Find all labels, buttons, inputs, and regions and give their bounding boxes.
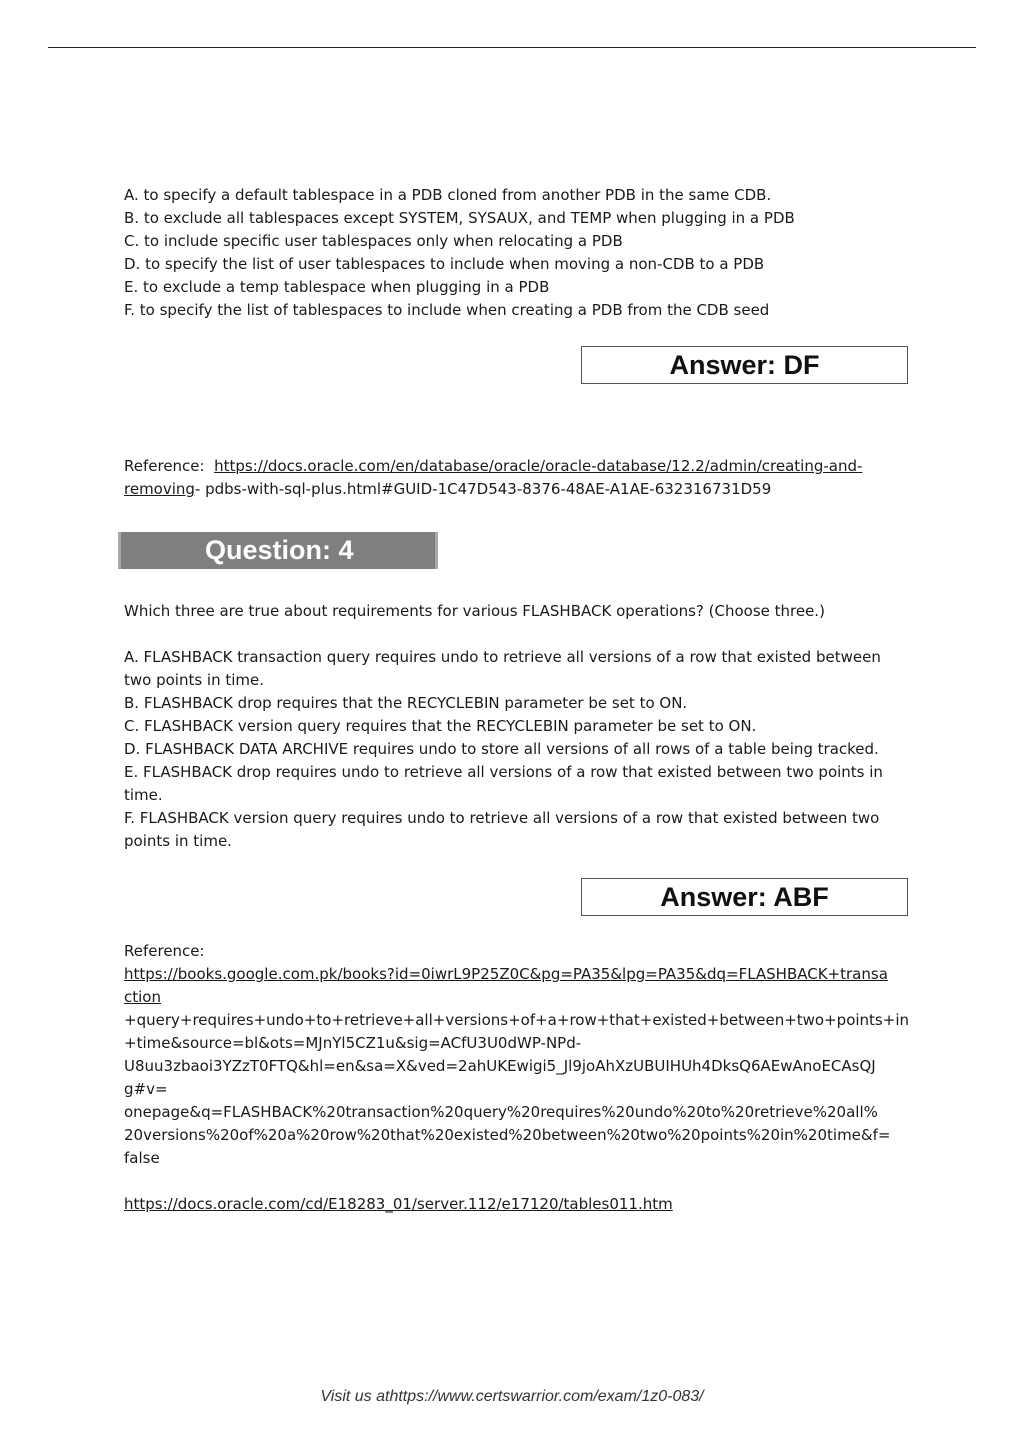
url-text-line: 20versions%20of%20a%20row%20that%20existed%20between%20two%20points%20in%20time&f= (124, 1126, 891, 1144)
reference2-label: Reference: (124, 942, 205, 960)
reference-label: Reference: (124, 457, 205, 475)
option-e: E. to exclude a temp tablespace when plugging in a PDB (124, 278, 550, 296)
q-option-f-line1: F. FLASHBACK version query requires undo to retrieve all versions of a row that existed between two (124, 809, 880, 827)
q-option-e-line2: time. (124, 786, 163, 804)
option-c: C. to include specific user tablespaces only when relocating a PDB (124, 232, 623, 250)
q-option-a-line1: A. FLASHBACK transaction query requires undo to retrieve all versions of a row that existed between (124, 648, 881, 666)
option-b: B. to exclude all tablespaces except SYSTEM, SYSAUX, and TEMP when plugging in a PDB (124, 209, 795, 227)
question-banner: Question: 4 (118, 532, 438, 569)
footer-visit-text: Visit us athttps://www.certswarrior.com/exam/1z0-083/ (320, 1388, 704, 1405)
q-option-e-line1: E. FLASHBACK drop requires undo to retrieve all versions of a row that existed between two points in (124, 763, 883, 781)
option-d: D. to specify the list of user tablespaces to include when moving a non-CDB to a PDB (124, 255, 765, 273)
google-books-link[interactable]: https://books.google.com.pk/books?id=0iwrL9P25Z0C&pg=PA35&lpg=PA35&dq=FLASHBACK+transa (124, 965, 888, 983)
reference-1 (124, 455, 914, 501)
header-rule (48, 47, 976, 48)
q-option-f-line2: points in time. (124, 832, 232, 850)
reference-link-continued[interactable]: removing (124, 480, 195, 498)
q-option-b: B. FLASHBACK drop requires that the RECYCLEBIN parameter be set to ON. (124, 694, 688, 712)
reference-link[interactable]: https://docs.oracle.com/en/database/oracle/oracle-database/12.2/admin/creating-and- (214, 457, 863, 475)
url-text-line: U8uu3zbaoi3YZzT0FTQ&hl=en&sa=X&ved=2ahUKEwigi5_Jl9joAhXzUBUIHUh4DksQ6AEwAnoECAsQJ (124, 1057, 876, 1075)
reference-2 (124, 940, 914, 1216)
url-text-line: onepage&q=FLASHBACK%20transaction%20query%20requires%20undo%20to%20retrieve%20all% (124, 1103, 878, 1121)
answer-box-abf: Answer: ABF (581, 878, 908, 916)
option-f: F. to specify the list of tablespaces to include when creating a PDB from the CDB seed (124, 301, 770, 319)
question-prompt: Which three are true about requirements for various FLASHBACK operations? (Choose three.) (124, 602, 825, 620)
q-option-c: C. FLASHBACK version query requires that the RECYCLEBIN parameter be set to ON. (124, 717, 757, 735)
url-text-line: false (124, 1149, 160, 1167)
google-books-link-continued[interactable]: ction (124, 988, 161, 1006)
reference-link-rest: - pdbs-with-sql-plus.html#GUID-1C47D543-8376-48AE-A1AE-632316731D59 (194, 480, 772, 498)
oracle-docs-link[interactable]: https://docs.oracle.com/cd/E18283_01/server.112/e17120/tables011.htm (124, 1195, 673, 1213)
q-option-d: D. FLASHBACK DATA ARCHIVE requires undo to store all versions of all rows of a table being tracked. (124, 740, 879, 758)
question-body (124, 600, 914, 853)
answer-box-df: Answer: DF (581, 346, 908, 384)
url-text-line: +query+requires+undo+to+retrieve+all+versions+of+a+row+that+existed+between+two+points+in (124, 1011, 909, 1029)
url-text-line: g#v= (124, 1080, 168, 1098)
url-text-line: +time&source=bl&ots=MJnYl5CZ1u&sig=ACfU3U0dWP-NPd- (124, 1034, 582, 1052)
previous-question-options (124, 184, 914, 322)
q-option-a-line2: two points in time. (124, 671, 265, 689)
option-a: A. to specify a default tablespace in a PDB cloned from another PDB in the same CDB. (124, 186, 772, 204)
